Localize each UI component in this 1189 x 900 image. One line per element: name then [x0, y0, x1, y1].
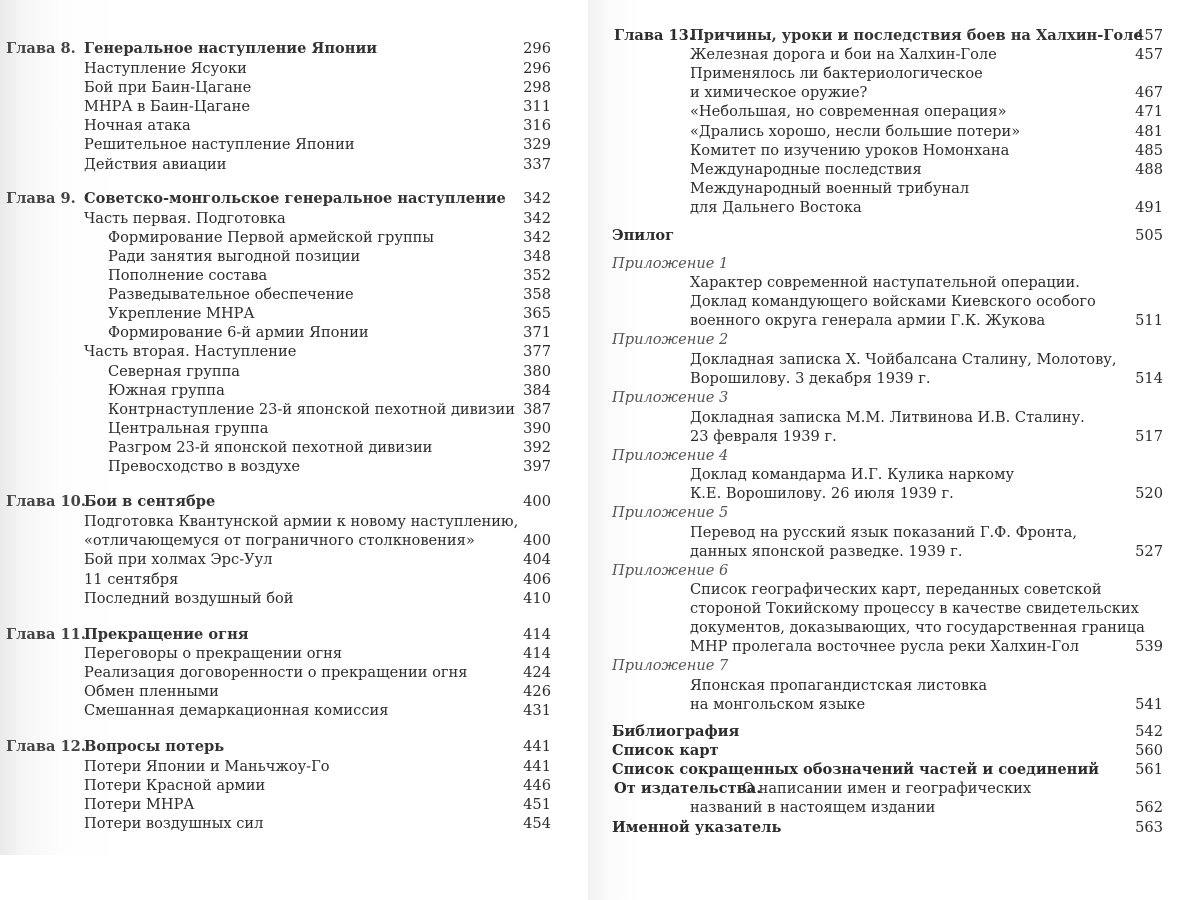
entry-title: Доклад командарма И.Г. Кулика наркому [690, 466, 1015, 483]
section-row [588, 818, 1189, 838]
toc-entry [0, 228, 588, 248]
page-number: 451 [523, 796, 551, 813]
toc-entry [0, 644, 588, 664]
entry-title: Причины, уроки и последствия боев на Халхин-Голе [690, 27, 1143, 44]
toc-entry [588, 141, 1189, 161]
entry-title: Потери Японии и Маньчжоу-Го [84, 758, 330, 775]
page-number: 457 [1135, 46, 1163, 63]
toc-entry [588, 311, 1189, 331]
toc-entry [0, 78, 588, 98]
toc-entry [0, 342, 588, 362]
toc-entry [588, 798, 1189, 818]
entry-title: Реализация договоренности о прекращении огня [84, 664, 468, 681]
toc-entry [588, 350, 1189, 370]
toc-entry [0, 457, 588, 477]
chapter-row [0, 737, 588, 757]
entry-title: Превосходство в воздухе [108, 458, 301, 475]
page-number: 481 [1135, 123, 1163, 140]
toc-entry [588, 523, 1189, 543]
page-number: 467 [1135, 84, 1163, 101]
page-number: 441 [523, 738, 551, 755]
entry-title: Характер современной наступательной операции. [690, 274, 1080, 291]
page-number: 337 [523, 156, 551, 173]
appendix-label [588, 254, 1189, 274]
page-number: 561 [1135, 761, 1163, 778]
section-row [588, 760, 1189, 780]
entry-title: Список сокращенных обозначений частей и соединений [612, 761, 1099, 778]
entry-title: «Дрались хорошо, несли большие потери» [690, 123, 1021, 140]
entry-title: Вопросы потерь [84, 738, 225, 755]
page-number: 358 [523, 286, 551, 303]
toc-entry [0, 304, 588, 324]
page-number: 404 [523, 551, 551, 568]
entry-title: Пополнение состава [108, 267, 268, 284]
section-row [588, 779, 1189, 799]
page-number: 454 [523, 815, 551, 832]
toc-entry [588, 676, 1189, 696]
entry-title: Часть вторая. Наступление [84, 343, 297, 360]
entry-title: Контрнаступление 23-й японской пехотной дивизии [108, 401, 516, 418]
toc-entry [0, 531, 588, 551]
page-number: 406 [523, 571, 551, 588]
chapter-row [0, 189, 588, 209]
entry-title: Действия авиации [84, 156, 227, 173]
entry-title: Разведывательное обеспечение [108, 286, 354, 303]
toc-entry [0, 285, 588, 305]
chapter-label: Глава 12. [6, 738, 86, 755]
entry-title: Приложение 4 [612, 447, 729, 464]
toc-entry [588, 427, 1189, 447]
entry-title: Комитет по изучению уроков Номонхана [690, 142, 1010, 159]
page-number: 527 [1135, 543, 1163, 560]
appendix-label [588, 561, 1189, 581]
page-number: 563 [1135, 819, 1163, 836]
entry-title: Японская пропагандистская листовка [690, 677, 988, 694]
entry-title: Наступление Ясуоки [84, 60, 247, 77]
toc-entry [0, 323, 588, 343]
entry-title: Приложение 1 [612, 255, 729, 272]
page-number: 414 [523, 645, 551, 662]
toc-entry [0, 97, 588, 117]
entry-title: Перевод на русский язык показаний Г.Ф. Фронта, [690, 524, 1077, 541]
toc-entry [588, 599, 1189, 619]
page-number: 348 [523, 248, 551, 265]
entry-title: названий в настоящем издании [690, 799, 936, 816]
toc-entry [0, 209, 588, 229]
entry-title: Приложение 2 [612, 331, 729, 348]
toc-entry [0, 550, 588, 570]
entry-title: МНР пролегала восточнее русла реки Халхин-Гол [690, 638, 1080, 655]
page-number: 352 [523, 267, 551, 284]
page-number: 511 [1135, 312, 1163, 329]
chapter-label: Глава 11. [6, 626, 86, 643]
page-number: 296 [523, 40, 551, 57]
toc-entry [588, 637, 1189, 657]
page-number: 390 [523, 420, 551, 437]
entry-title: Подготовка Квантунской армии к новому наступлению, [84, 513, 519, 530]
entry-title: документов, доказывающих, что государственная граница [690, 619, 1145, 636]
right-page [588, 0, 1189, 900]
chapter-label: Глава 10. [6, 493, 86, 510]
toc-entry [588, 484, 1189, 504]
entry-title: Формирование 6-й армии Японии [108, 324, 369, 341]
toc-entry [0, 135, 588, 155]
entry-title: Прекращение огня [84, 626, 249, 643]
page-number: 560 [1135, 742, 1163, 759]
toc-entry [0, 682, 588, 702]
toc-entry [0, 814, 588, 834]
entry-title: МНРА в Баин-Цагане [84, 98, 250, 115]
entry-title: Приложение 6 [612, 562, 729, 579]
left-page [0, 0, 588, 855]
page-number: 342 [523, 210, 551, 227]
entry-title: Ночная атака [84, 117, 191, 134]
entry-title: Потери воздушных сил [84, 815, 264, 832]
entry-title: Приложение 5 [612, 504, 729, 521]
toc-entry [0, 663, 588, 683]
entry-title: Решительное наступление Японии [84, 136, 355, 153]
entry-title: Ворошилову. 3 декабря 1939 г. [690, 370, 931, 387]
entry-title: Центральная группа [108, 420, 269, 437]
page-number: 488 [1135, 161, 1163, 178]
toc-entry [0, 757, 588, 777]
entry-title: на монгольском языке [690, 696, 866, 713]
entry-title: Докладная записка Х. Чойбалсана Сталину, Молотову, [690, 351, 1117, 368]
page-number: 505 [1135, 227, 1163, 244]
toc-entry [588, 273, 1189, 293]
entry-title: и химическое оружие? [690, 84, 868, 101]
entry-title: Советско-монгольское генеральное наступление [84, 190, 506, 207]
entry-title: Международный военный трибунал [690, 180, 970, 197]
entry-title: военного округа генерала армии Г.К. Жукова [690, 312, 1046, 329]
page-number: 491 [1135, 199, 1163, 216]
entry-title: Потери Красной армии [84, 777, 266, 794]
page-number: 520 [1135, 485, 1163, 502]
toc-entry [588, 45, 1189, 65]
entry-title: стороной Токийскому процессу в качестве свидетельских [690, 600, 1139, 617]
entry-title: «отличающемуся от пограничного столкновения» [84, 532, 475, 549]
toc-entry [0, 116, 588, 136]
page-number: 446 [523, 777, 551, 794]
toc-entry [0, 155, 588, 175]
entry-title: Список географических карт, переданных советской [690, 581, 1102, 598]
page-number: 377 [523, 343, 551, 360]
toc-entry [588, 179, 1189, 199]
toc-entry [588, 369, 1189, 389]
entry-title: Железная дорога и бои на Халхин-Голе [690, 46, 997, 63]
toc-entry [0, 570, 588, 590]
toc-entry [0, 419, 588, 439]
entry-title: Часть первая. Подготовка [84, 210, 286, 227]
toc-entry [588, 465, 1189, 485]
appendix-label [588, 503, 1189, 523]
page-number: 400 [523, 532, 551, 549]
entry-title: Генеральное наступление Японии [84, 40, 378, 57]
entry-title: Доклад командующего войсками Киевского особого [690, 293, 1096, 310]
toc-entry [0, 795, 588, 815]
entry-title: К.Е. Ворошилову. 26 июля 1939 г. [690, 485, 954, 502]
page-number: 311 [523, 98, 551, 115]
entry-title: Бой при Баин-Цагане [84, 79, 252, 96]
entry-title: Разгром 23-й японской пехотной дивизии [108, 439, 433, 456]
entry-title: Эпилог [612, 227, 675, 244]
toc-entry [588, 408, 1189, 428]
toc-entry [0, 266, 588, 286]
page-number: 329 [523, 136, 551, 153]
toc-entry [0, 59, 588, 79]
chapter-row [0, 625, 588, 645]
entry-title: «Небольшая, но современная операция» [690, 103, 1007, 120]
page-number: 541 [1135, 696, 1163, 713]
entry-title: Приложение 7 [612, 657, 729, 674]
page-number: 431 [523, 702, 551, 719]
page-number: 441 [523, 758, 551, 775]
entry-title: Формирование Первой армейской группы [108, 229, 435, 246]
page-number: 485 [1135, 142, 1163, 159]
chapter-label: Глава 9. [6, 190, 76, 207]
toc-entry [588, 292, 1189, 312]
toc-entry [0, 362, 588, 382]
entry-title: Бои в сентябре [84, 493, 216, 510]
page-number: 410 [523, 590, 551, 607]
toc-entry [0, 512, 588, 532]
entry-title: Именной указатель [612, 819, 782, 836]
entry-title: Северная группа [108, 363, 240, 380]
page-number: 296 [523, 60, 551, 77]
page-number: 392 [523, 439, 551, 456]
toc-entry [588, 83, 1189, 103]
toc-entry [0, 438, 588, 458]
entry-title: Приложение 3 [612, 389, 729, 406]
toc-entry [0, 701, 588, 721]
page-number: 471 [1135, 103, 1163, 120]
publisher-label: От издательства. [614, 780, 762, 797]
section-row [588, 226, 1189, 246]
page-number: 517 [1135, 428, 1163, 445]
page-number: 316 [523, 117, 551, 134]
entry-title: Библиография [612, 723, 740, 740]
page-number: 380 [523, 363, 551, 380]
page-number: 426 [523, 683, 551, 700]
entry-title: Ради занятия выгодной позиции [108, 248, 361, 265]
page-number: 384 [523, 382, 551, 399]
entry-title: Смешанная демаркационная комиссия [84, 702, 389, 719]
toc-entry [0, 589, 588, 609]
appendix-label [588, 446, 1189, 466]
entry-title: Применялось ли бактериологическое [690, 65, 983, 82]
entry-title: данных японской разведке. 1939 г. [690, 543, 963, 560]
entry-title: Обмен пленными [84, 683, 219, 700]
section-row [588, 26, 1189, 46]
page-number: 424 [523, 664, 551, 681]
toc-entry [0, 776, 588, 796]
entry-title: для Дальнего Востока [690, 199, 862, 216]
page-number: 414 [523, 626, 551, 643]
page-number: 539 [1135, 638, 1163, 655]
page-number: 457 [1135, 27, 1163, 44]
entry-title: Список карт [612, 742, 719, 759]
toc-entry [588, 160, 1189, 180]
chapter-row [0, 39, 588, 59]
page-number: 387 [523, 401, 551, 418]
entry-title: Южная группа [108, 382, 225, 399]
entry-title: Потери МНРА [84, 796, 195, 813]
entry-title: Международные последствия [690, 161, 922, 178]
chapter-label: Глава 8. [6, 40, 76, 57]
entry-title: 23 февраля 1939 г. [690, 428, 837, 445]
entry-title: О написании имен и географических [742, 780, 1032, 797]
entry-title: Укрепление МНРА [108, 305, 255, 322]
chapter-label: Глава 13. [614, 27, 694, 44]
page-number: 365 [523, 305, 551, 322]
page-number: 397 [523, 458, 551, 475]
section-row [588, 741, 1189, 761]
page-number: 400 [523, 493, 551, 510]
toc-entry [588, 198, 1189, 218]
page-number: 342 [523, 190, 551, 207]
toc-entry [0, 247, 588, 267]
page-number: 514 [1135, 370, 1163, 387]
toc-entry [588, 102, 1189, 122]
appendix-label [588, 330, 1189, 350]
page-number: 342 [523, 229, 551, 246]
entry-title: Переговоры о прекращении огня [84, 645, 343, 662]
page-number: 298 [523, 79, 551, 96]
toc-entry [588, 618, 1189, 638]
toc-entry [588, 64, 1189, 84]
entry-title: Последний воздушный бой [84, 590, 294, 607]
toc-entry [588, 580, 1189, 600]
toc-entry [588, 542, 1189, 562]
toc-entry [588, 695, 1189, 715]
page-number: 562 [1135, 799, 1163, 816]
page-number: 371 [523, 324, 551, 341]
chapter-row [0, 492, 588, 512]
toc-entry [0, 400, 588, 420]
entry-title: Бой при холмах Эрс-Уул [84, 551, 273, 568]
toc-entry [588, 122, 1189, 142]
entry-title: 11 сентября [84, 571, 179, 588]
appendix-label [588, 388, 1189, 408]
entry-title: Докладная записка М.М. Литвинова И.В. Сталину. [690, 409, 1085, 426]
appendix-label [588, 656, 1189, 676]
section-row [588, 722, 1189, 742]
toc-entry [0, 381, 588, 401]
page-number: 542 [1135, 723, 1163, 740]
